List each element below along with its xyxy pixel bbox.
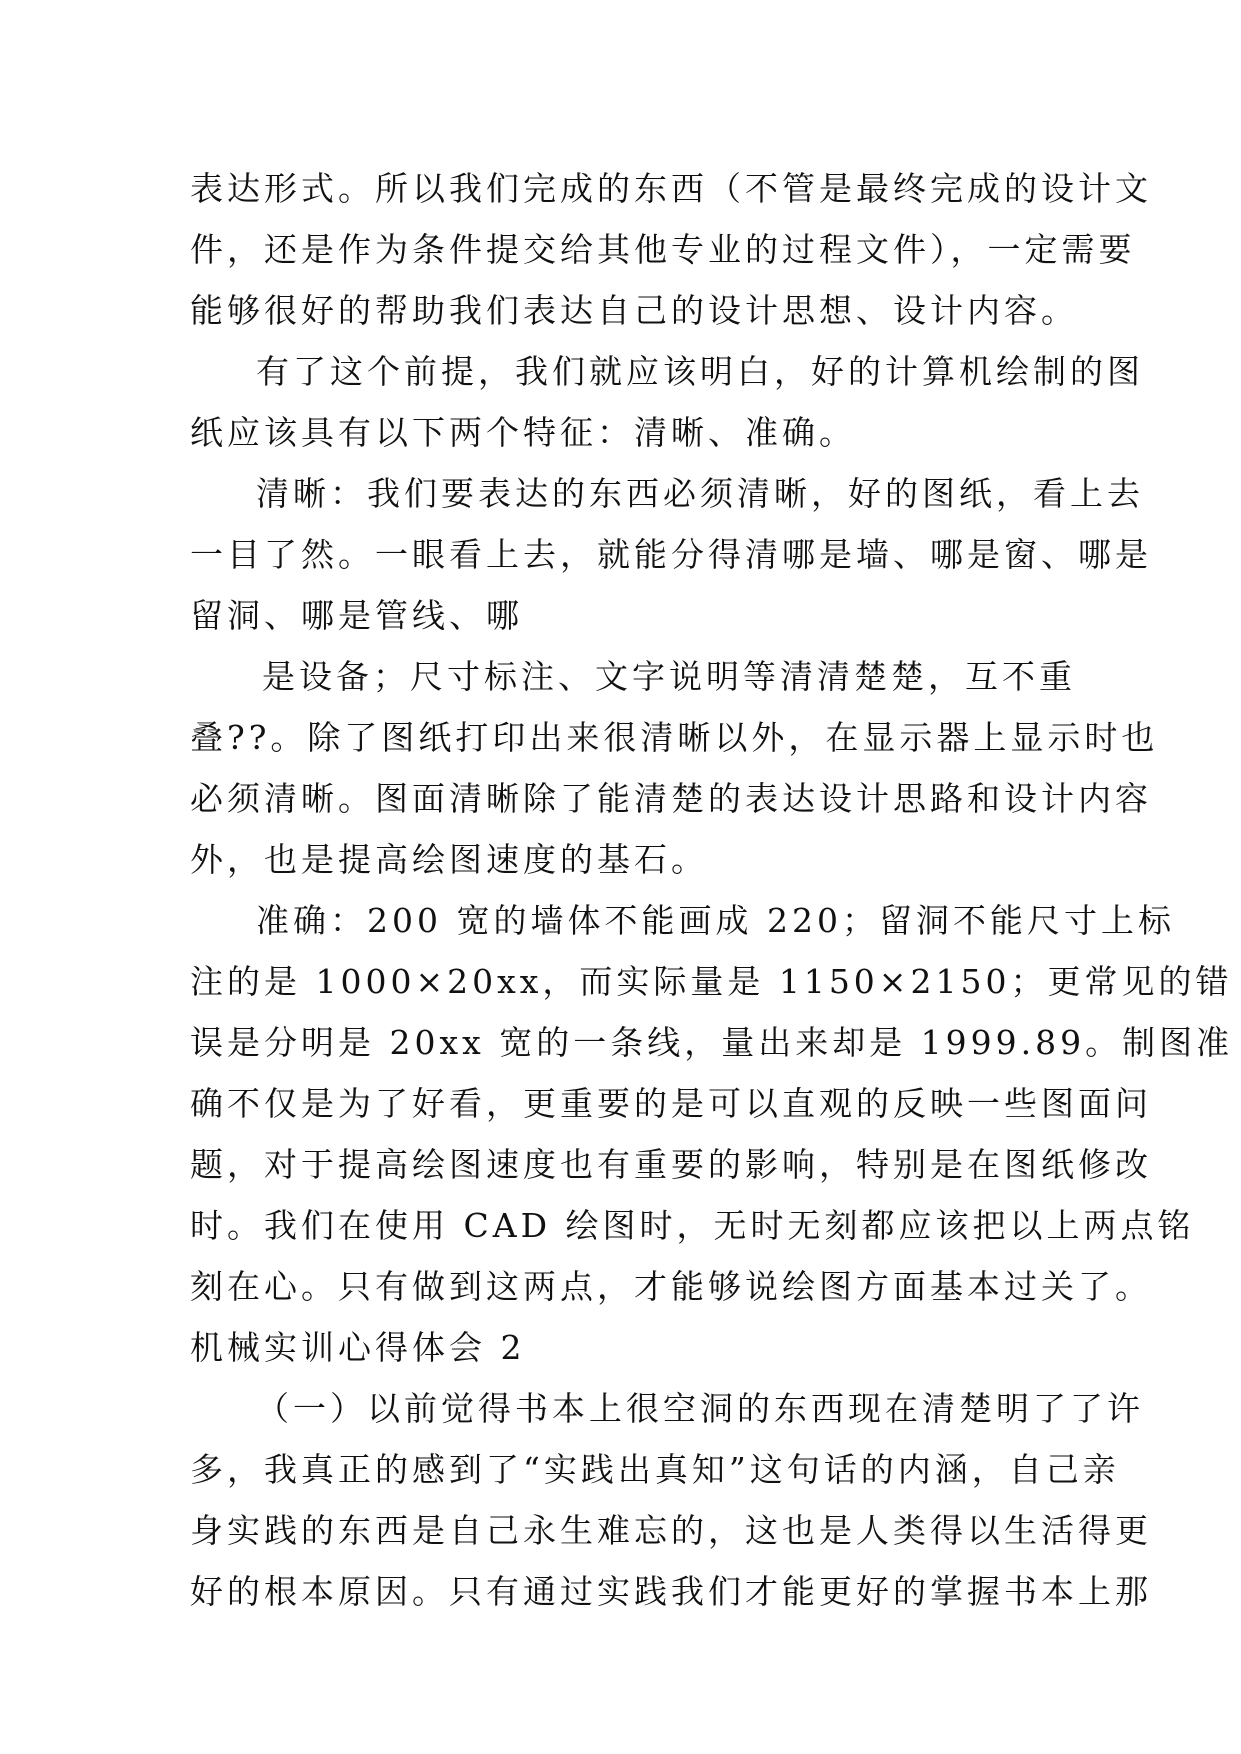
text-line: 叠??。除了图纸打印出来很清晰以外，在显示器上显示时也 — [190, 718, 1159, 757]
paragraph-first-line: 是设备；尺寸标注、文字说明等清清楚楚，互不重 — [262, 657, 1076, 696]
text-line: 必须清晰。图面清晰除了能清楚的表达设计思路和设计内容 — [190, 779, 1152, 818]
text-line: 留洞、哪是管线、哪 — [190, 596, 523, 635]
text-line: 刻在心。只有做到这两点，才能够说绘图方面基本过关了。 — [190, 1267, 1152, 1306]
text-line: 一目了然。一眼看上去，就能分得清哪是墙、哪是窗、哪是 — [190, 535, 1152, 574]
text-line: 纸应该具有以下两个特征：清晰、准确。 — [190, 413, 856, 452]
paragraph-first-line: 清晰：我们要表达的东西必须清晰，好的图纸，看上去 — [256, 474, 1144, 513]
text-line: 身实践的东西是自己永生难忘的，这也是人类得以生活得更 — [190, 1511, 1152, 1550]
text-line: 能够很好的帮助我们表达自己的设计思想、设计内容。 — [190, 291, 1078, 330]
paragraph-first-line: （一）以前觉得书本上很空洞的东西现在清楚明了了许 — [256, 1389, 1144, 1428]
text-line: 注的是 1000×20xx，而实际量是 1150×2150；更常见的错 — [190, 962, 1233, 1001]
text-line: 确不仅是为了好看，更重要的是可以直观的反映一些图面问 — [190, 1084, 1152, 1123]
paragraph-first-line: 有了这个前提，我们就应该明白，好的计算机绘制的图 — [256, 352, 1144, 391]
document-body — [190, 158, 1234, 1622]
text-line: 好的根本原因。只有通过实践我们才能更好的掌握书本上那 — [190, 1572, 1152, 1611]
paragraph-first-line: 准确：200 宽的墙体不能画成 220；留洞不能尺寸上标 — [256, 901, 1175, 940]
text-line: 误是分明是 20xx 宽的一条线，量出来却是 1999.89。制图准 — [190, 1023, 1234, 1062]
text-line: 题，对于提高绘图速度也有重要的影响，特别是在图纸修改 — [190, 1145, 1152, 1184]
text-line: 外，也是提高绘图速度的基石。 — [190, 840, 708, 879]
text-line: 时。我们在使用 CAD 绘图时，无时无刻都应该把以上两点铭 — [190, 1206, 1195, 1245]
text-line: 多，我真正的感到了“实践出真知”这句话的内涵，自己亲 — [190, 1450, 1120, 1489]
text-line: 表达形式。所以我们完成的东西（不管是最终完成的设计文 — [190, 169, 1152, 208]
text-line: 件，还是作为条件提交给其他专业的过程文件），一定需要 — [190, 230, 1136, 269]
section-heading: 机械实训心得体会 2 — [190, 1328, 526, 1367]
